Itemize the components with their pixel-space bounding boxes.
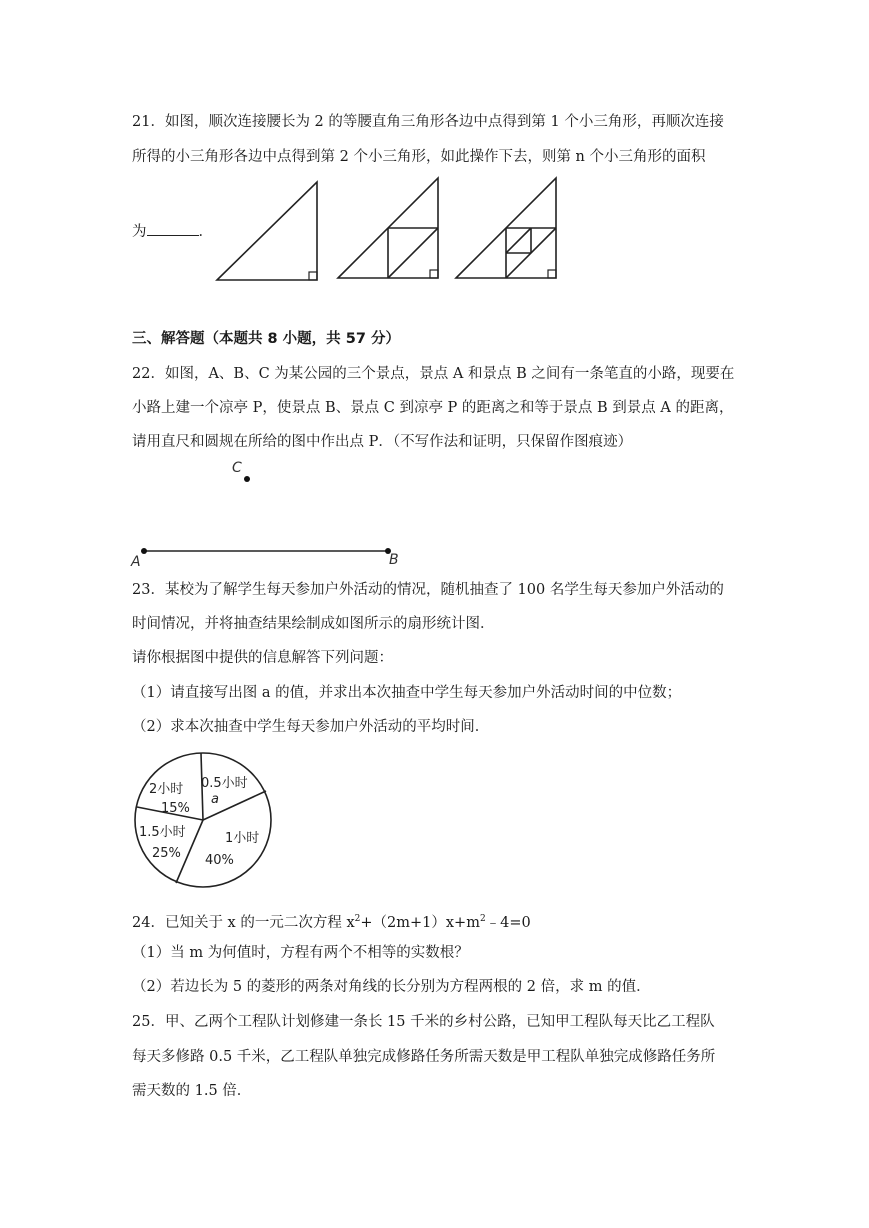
label-c: C [232,460,242,476]
slice-two-hour-label: 2小时 [149,782,184,797]
q24-line-1 [132,909,531,933]
q23-line-5: （2）求本次抽查中学生每天参加户外活动的平均时间． [132,719,490,735]
q25-line-2: 每天多修路 0.5 千米，乙工程队单独完成修路任务所需天数是甲工程队单独完成修路任务所 [132,1049,716,1065]
q21-line-2: 所得的小三角形各边中点得到第 2 个小三角形，如此操作下去，则第 n 个小三角形的面积 [132,149,706,165]
q23-line-1: 23．某校为了解学生每天参加户外活动的情况，随机抽查了 100 名学生每天参加户外活动的 [132,582,724,598]
q21-line-1: 21．如图，顺次连接腰长为 2 的等腰直角三角形各边中点得到第 1 个小三角形，再顺次连接 [132,114,724,130]
slice-one-hour-label: 1小时 [225,831,260,846]
slice-half-hour-value: a [211,792,219,807]
q24-sup-2: 2 [479,914,486,924]
slice-half-hour-label: 0.5小时 [201,776,248,791]
section-3-title: 三、解答题（本题共 8 小题，共 57 分） [132,331,400,347]
q25-line-1: 25．甲、乙两个工程队计划修建一条长 15 千米的乡村公路，已知甲工程队每天比乙工程队 [132,1014,715,1030]
triangle-figure-1 [213,178,323,288]
q25-line-3: 需天数的 1.5 倍． [132,1083,252,1099]
q24-sup-1: 2 [354,914,361,924]
q21-prefix: 为 [132,224,147,240]
q24-text-b: +（2m+1）x+m [360,914,480,931]
q24-line-2: （1）当 m 为何值时，方程有两个不相等的实数根？ [132,945,469,961]
q22-line-1: 22．如图，A、B、C 为某公园的三个景点，景点 A 和景点 B 之间有一条笔直的小路，现要在 [132,366,735,382]
q24-text-a: 24．已知关于 x 的一元二次方程 x [132,914,355,931]
q24-text-c: ﹣4=0 [485,914,531,931]
q23-line-2: 时间情况，并将抽查结果绘制成如图所示的扇形统计图． [132,616,495,632]
slice-one-half-hour-label: 1.5小时 [139,825,186,840]
point-a [141,548,147,554]
label-b: B [389,552,399,568]
q21-suffix: ． [198,224,213,240]
q23-line-3: 请你根据图中提供的信息解答下列问题： [132,650,393,666]
slice-two-hour-value: 15% [161,801,190,816]
slice-one-hour-value: 40% [205,853,234,868]
triangle-figure-3 [452,174,562,284]
answer-blank [147,221,199,236]
slice-one-half-hour-value: 25% [152,846,181,861]
point-c [244,476,250,482]
q22-figure [128,456,418,571]
pie-chart [131,751,281,895]
q22-line-2: 小路上建一个凉亭 P，使景点 B、景点 C 到凉亭 P 的距离之和等于景点 B 到景点 A 的距离， [132,400,734,416]
q22-line-3: 请用直尺和圆规在所给的图中作出点 P．（不写作法和证明，只保留作图痕迹） [132,434,633,450]
triangle-figure-2 [334,174,444,284]
q24-line-3: （2）若边长为 5 的菱形的两条对角线的长分别为方程两根的 2 倍，求 m 的值． [132,979,651,995]
label-a: A [131,554,141,570]
q23-line-4: （1）请直接写出图 a 的值，并求出本次抽查中学生每天参加户外活动时间的中位数； [132,685,682,701]
q21-line-3 [132,221,213,242]
